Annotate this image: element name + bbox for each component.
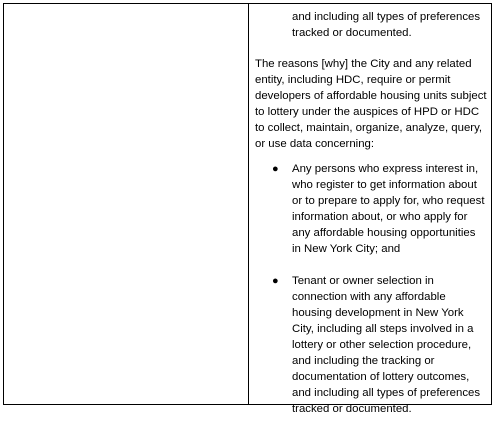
bullet-list: [255, 161, 487, 433]
bullet-item: [255, 273, 487, 417]
reasons-paragraph: The reasons [why] the City and any related entity, including HDC, require or permit developers of affordable housing units subject to lottery under the auspices of HPD or HDC to collect, maintain, organize, analyze, query, or use data concerning:: [255, 58, 487, 150]
bullet-icon: ●: [272, 275, 279, 287]
bullet-item: [255, 161, 487, 257]
bullet-text: Any persons who express interest in, who register to get information about or to prepare to apply for, who request information about, or who apply for any affordable housing opportunities in New York City; and: [292, 163, 485, 255]
bullet-text: Tenant or owner selection in connection with any affordable housing development in New York City, including all steps involved in a lottery or other selection procedure, and including the tracking or documentation of lottery outcomes, and including all types of preferences tracked or documented.: [292, 275, 481, 415]
table-right-cell: [249, 4, 491, 415]
table-left-cell: [4, 4, 249, 404]
continuation-text: and including all types of preferences tracked or documented.: [292, 11, 481, 39]
document-table: [3, 3, 492, 415]
bullet-icon: ●: [272, 163, 279, 175]
